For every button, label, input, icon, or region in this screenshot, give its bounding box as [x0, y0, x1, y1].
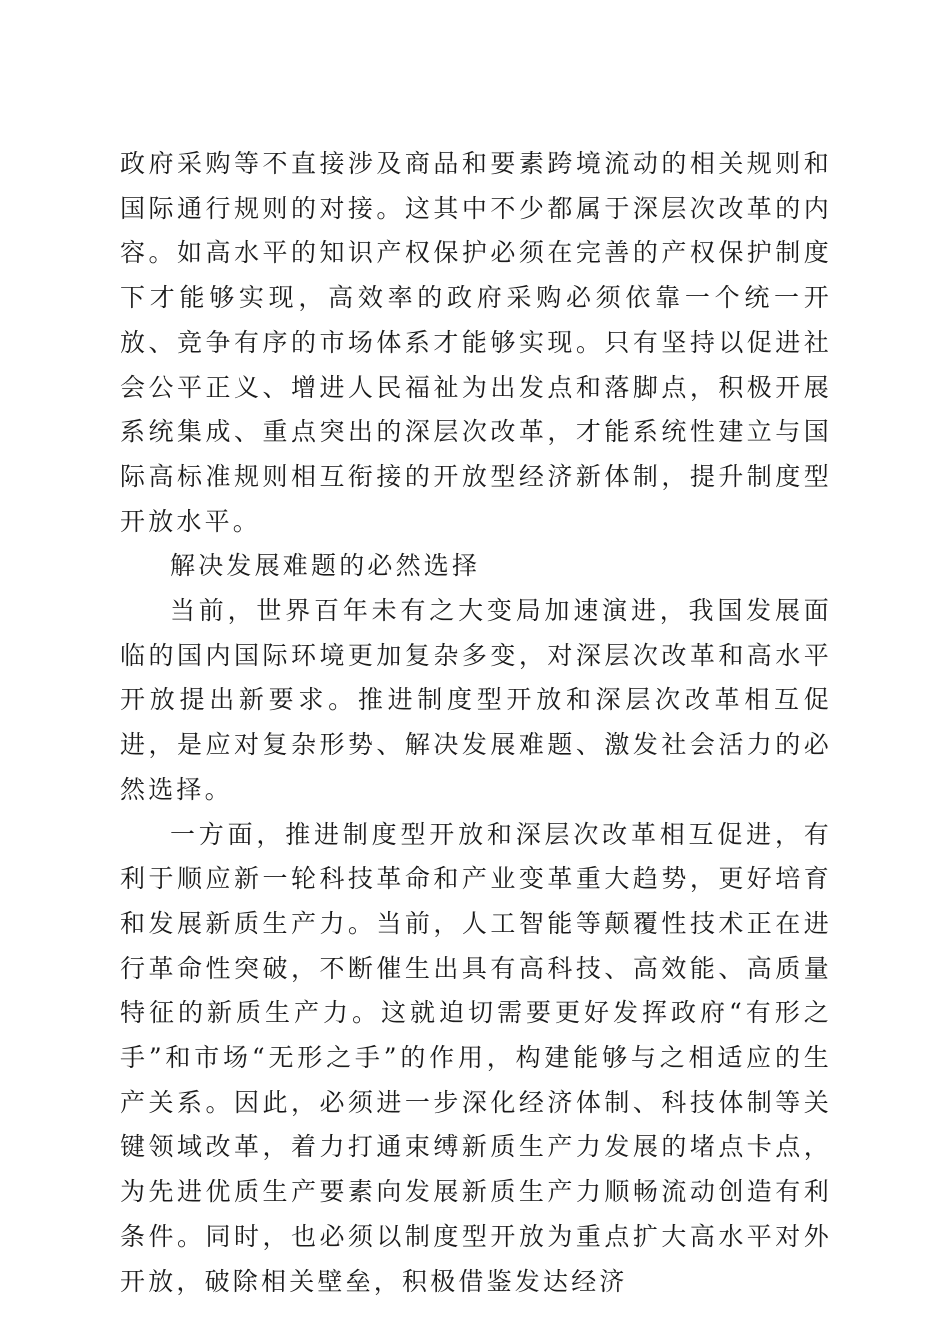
- paragraph-current-situation: 当前，世界百年未有之大变局加速演进，我国发展面临的国内国际环境更加复杂多变，对深层次改革和高水平开放提出新要求。推进制度型开放和深层次改革相互促进，是应对复杂形势、解决发展难题、激发社会活力的必然选择。: [120, 596, 832, 804]
- paragraph-continued: 政府采购等不直接涉及商品和要素跨境流动的相关规则和国际通行规则的对接。这其中不少都属于深层次改革的内容。如高水平的知识产权保护必须在完善的产权保护制度下才能够实现，高效率的政府采购必须依靠一个统一开放、竞争有序的市场体系才能够实现。只有坚持以促进社会公平正义、增进人民福祉为出发点和落脚点，积极开展系统集成、重点突出的深层次改革，才能系统性建立与国际高标准规则相互衔接的开放型经济新体制，提升制度型开放水平。: [120, 149, 832, 536]
- section-heading: 解决发展难题的必然选择: [170, 551, 481, 581]
- document-body: [120, 142, 832, 1304]
- paragraph-on-one-hand: 一方面，推进制度型开放和深层次改革相互促进，有利于顺应新一轮科技革命和产业变革重大趋势，更好培育和发展新质生产力。当前，人工智能等颠覆性技术正在进行革命性突破，不断催生出具有高科技、高效能、高质量特征的新质生产力。这就迫切需要更好发挥政府“有形之手”和市场“无形之手”的作用，构建能够与之相适应的生产关系。因此，必须进一步深化经济体制、科技体制等关键领域改革，着力打通束缚新质生产力发展的堵点卡点，为先进优质生产要素向发展新质生产力顺畅流动创造有利条件。同时，也必须以制度型开放为重点扩大高水平对外开放，破除相关壁垒，积极借鉴发达经济: [120, 819, 832, 1296]
